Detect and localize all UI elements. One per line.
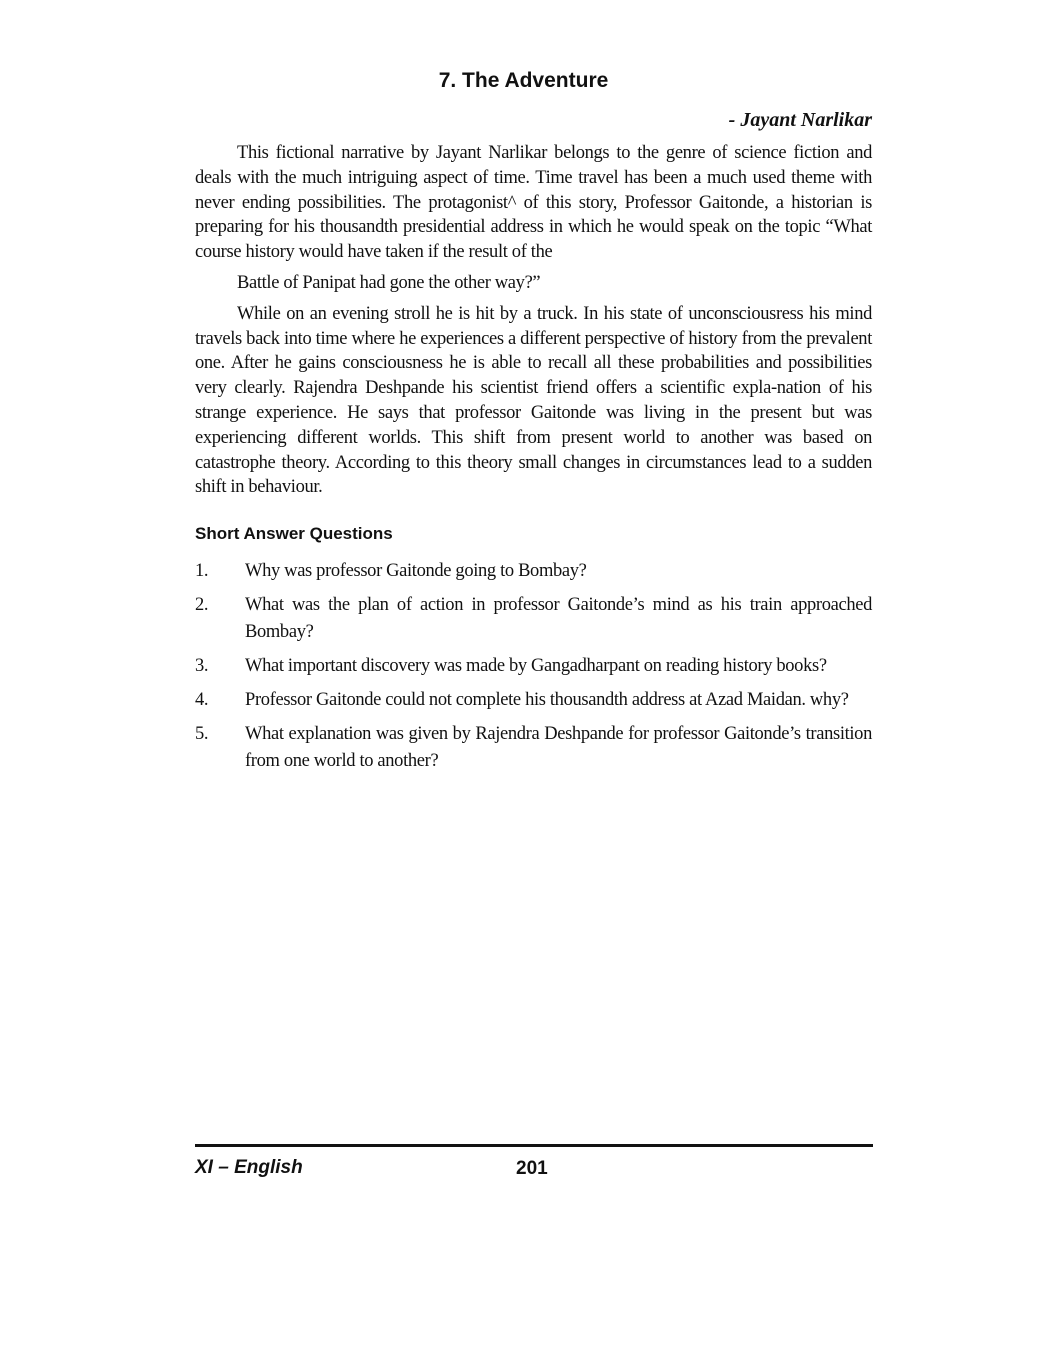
author-byline: - Jayant Narlikar: [728, 109, 872, 131]
page-title: 7. The Adventure: [438, 69, 609, 92]
section-heading: Short Answer Questions: [195, 524, 393, 543]
footer-divider: [195, 1144, 873, 1147]
question-item: [195, 721, 872, 775]
question-list: [195, 558, 872, 782]
question-number: 2.: [195, 595, 209, 615]
page-number: 201: [516, 1158, 548, 1179]
intro-paragraph-continued: Battle of Panipat had gone the other way?”: [237, 272, 541, 293]
question-text: What was the plan of action in professor Gaitonde’s mind as his train approached Bombay?: [245, 595, 872, 642]
question-number: 5.: [195, 724, 209, 744]
question-text: Professor Gaitonde could not complete his thousandth address at Azad Maidan. why?: [245, 690, 849, 710]
question-item: [195, 687, 872, 714]
intro-text: [195, 141, 872, 500]
question-text: Why was professor Gaitonde going to Bombay?: [245, 561, 587, 581]
question-number: 1.: [195, 561, 209, 581]
question-number: 3.: [195, 656, 209, 676]
question-number: 4.: [195, 690, 209, 710]
question-text: What important discovery was made by Gangadharpant on reading history books?: [245, 656, 827, 676]
question-item: [195, 592, 872, 646]
question-text: What explanation was given by Rajendra Deshpande for professor Gaitonde’s transition from one world to another?: [245, 724, 872, 771]
footer-book-title: XI – English: [195, 1157, 303, 1178]
intro-paragraph: This fictional narrative by Jayant Narlikar belongs to the genre of science fiction and deals with the much intriguing aspect of time. Time travel has been a much used theme with never ending possibilities. The protagonist^ of this story, Professor Gaitonde, a historian is preparing for his thousandth presidential address in which he would speak on the topic “What course history would have taken if the result of the: [195, 143, 872, 263]
summary-paragraph: While on an evening stroll he is hit by a truck. In his state of unconsciousress his mind travels back into time where he experiences a different perspective of history from the prevalent one. After he gains consciousness he is able to recall all these probabilities and possibilities very clearly. Rajendra Deshpande his scientist friend offers a scientific expla-nation of his strange experience. He says that professor Gaitonde was living in the present but was experiencing different worlds. This shift from present world to another was based on catastrophe theory. According to this theory small changes in circumstances lead to a sudden shift in behaviour.: [195, 303, 872, 498]
question-item: [195, 558, 872, 585]
question-item: [195, 653, 872, 680]
